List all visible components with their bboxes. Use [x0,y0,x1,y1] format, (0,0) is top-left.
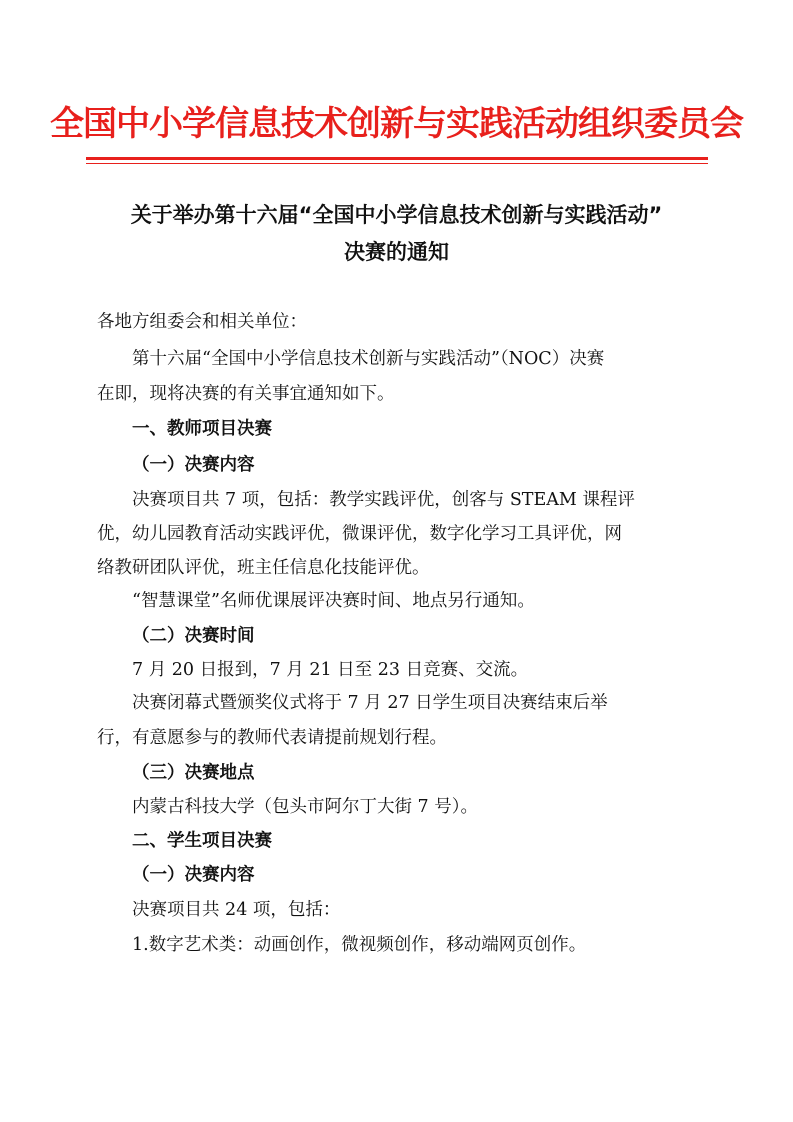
s1-sub2-line1: 7 月 20 日报到，7 月 21 日至 23 日竞赛、交流。 [132,660,529,680]
s1-sub3-line1: 内蒙古科技大学（包头市阿尔丁大街 7 号）。 [132,797,479,817]
salutation: 各地方组委会和相关单位： [97,312,307,332]
intro-line1: 第十六届“全国中小学信息技术创新与实践活动”（NOC）决赛 [132,349,605,369]
organization-header: 全国中小学信息技术创新与实践活动组织委员会 [50,104,743,144]
section1-heading: 一、教师项目决赛 [132,419,272,439]
s1-sub1-line3: 络教研团队评优，班主任信息化技能评优。 [97,558,430,578]
notice-title-line2: 决赛的通知 [344,240,449,264]
s2-sub1-line2: 1.数字艺术类：动画创作，微视频创作，移动端网页创作。 [132,935,587,955]
header-rule-thin [86,163,708,164]
s1-sub2-line2: 决赛闭幕式暨颁奖仪式将于 7 月 27 日学生项目决赛结束后举 [132,693,608,713]
s1-sub1-note: “智慧课堂”名师优课展评决赛时间、地点另行通知。 [132,591,535,611]
intro-line2: 在即，现将决赛的有关事宜通知如下。 [97,384,395,404]
section2-heading: 二、学生项目决赛 [132,831,272,851]
s2-sub1-heading: （一）决赛内容 [132,865,255,885]
s1-sub2-heading: （二）决赛时间 [132,626,255,646]
header-rule-thick [86,157,708,160]
s1-sub1-line2: 优，幼儿园教育活动实践评优，微课评优，数字化学习工具评优，网 [97,524,622,544]
s1-sub2-line3: 行，有意愿参与的教师代表请提前规划行程。 [97,728,447,748]
s1-sub3-heading: （三）决赛地点 [132,763,255,783]
s1-sub1-heading: （一）决赛内容 [132,455,255,475]
s1-sub1-line1: 决赛项目共 7 项，包括：教学实践评优，创客与 STEAM 课程评 [132,490,635,510]
notice-title-line1: 关于举办第十六届“全国中小学信息技术创新与实践活动” [130,203,663,227]
s2-sub1-line1: 决赛项目共 24 项，包括： [132,900,341,920]
